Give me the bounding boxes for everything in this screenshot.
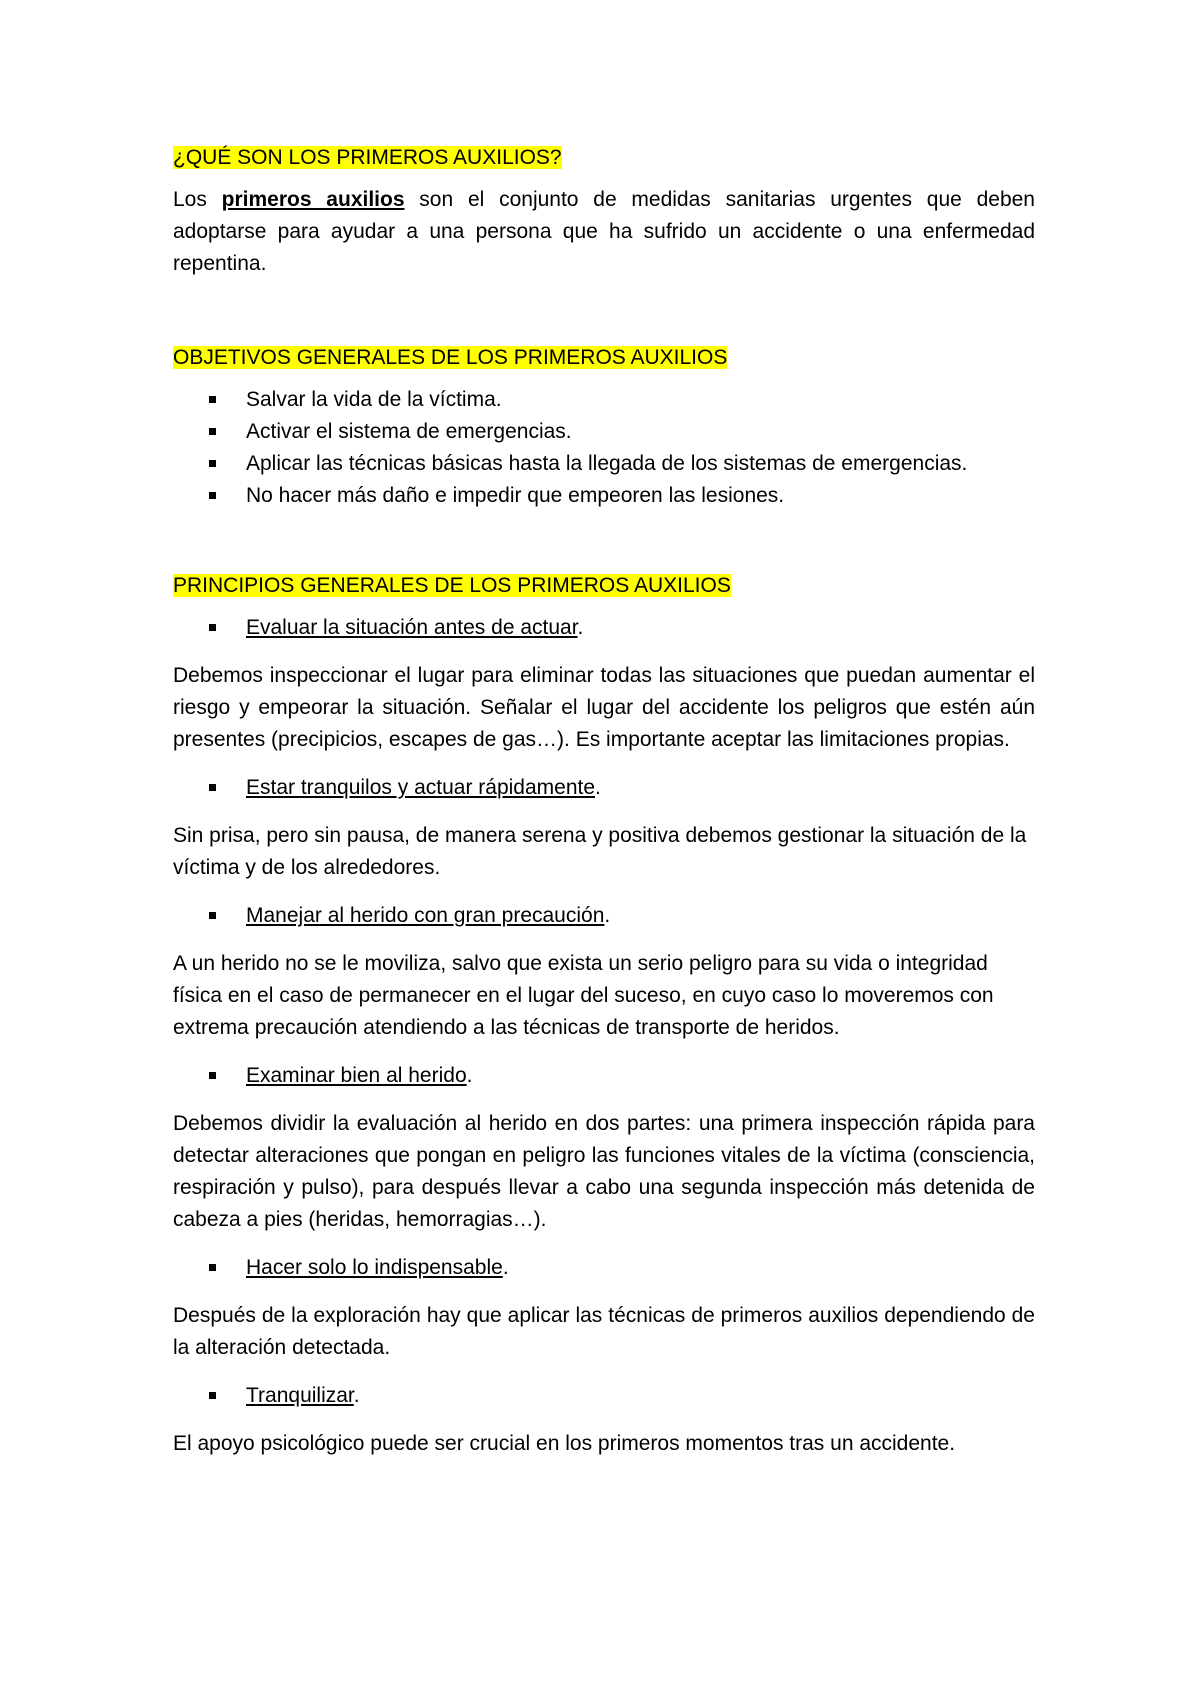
list-item: Salvar la vida de la víctima. [173,384,1035,416]
square-bullet-icon [209,912,216,919]
square-bullet-icon [209,1072,216,1079]
objectives-list [173,384,1035,512]
list-item: Aplicar las técnicas básicas hasta la llegada de los sistemas de emergencias. [173,448,1035,480]
principle-item: Evaluar la situación antes de actuar. [173,612,1035,644]
principle-text: Debemos dividir la evaluación al herido en dos partes: una primera inspección rápida para detectar alteraciones que pongan en peligro las funciones vitales de la víctima (consciencia, respiración y pulso), para después llevar a cabo una segunda inspección más detenida de cabeza a pies (heridas, hemorragias…). [173,1112,1035,1231]
document-page [173,142,1035,1476]
square-bullet-icon [209,460,216,467]
list-item: Activar el sistema de emergencias. [173,416,1035,448]
principle-text: El apoyo psicológico puede ser crucial en los primeros momentos tras un accidente. [173,1432,956,1455]
list-item: No hacer más daño e impedir que empeoren las lesiones. [173,480,1035,512]
square-bullet-icon [209,428,216,435]
principle-item: Examinar bien al herido. [173,1060,1035,1092]
intro-paragraph: Los primeros auxilios son el conjunto de medidas sanitarias urgentes que deben adoptarse para ayudar a una persona que ha sufrido un accidente o una enfermedad repentina. [173,188,1035,275]
square-bullet-icon [209,784,216,791]
heading-que-son: ¿QUÉ SON LOS PRIMEROS AUXILIOS? [173,146,562,169]
heading-principios: PRINCIPIOS GENERALES DE LOS PRIMEROS AUXILIOS [173,574,731,597]
square-bullet-icon [209,492,216,499]
square-bullet-icon [209,624,216,631]
principle-text: Debemos inspeccionar el lugar para eliminar todas las situaciones que puedan aumentar el riesgo y empeorar la situación. Señalar el lugar del accidente los peligros que estén aún presentes (precipicios, escapes de gas…). Es importante aceptar las limitaciones propias. [173,664,1035,751]
principle-item: Tranquilizar. [173,1380,1035,1412]
square-bullet-icon [209,396,216,403]
square-bullet-icon [209,1392,216,1399]
principle-text: Después de la exploración hay que aplicar las técnicas de primeros auxilios dependiendo de la alteración detectada. [173,1304,1035,1359]
square-bullet-icon [209,1264,216,1271]
principle-item: Estar tranquilos y actuar rápidamente. [173,772,1035,804]
principle-item: Hacer solo lo indispensable. [173,1252,1035,1284]
principle-text: A un herido no se le moviliza, salvo que exista un serio peligro para su vida o integridad física en el caso de permanecer en el lugar del suceso, en cuyo caso lo moveremos con extrema precaución atendiendo a las técnicas de transporte de heridos. [173,952,994,1039]
term-primeros-auxilios: primeros auxilios [221,188,405,211]
principle-text: Sin prisa, pero sin pausa, de manera serena y positiva debemos gestionar la situación de la víctima y de los alrededores. [173,824,1027,879]
principle-item: Manejar al herido con gran precaución. [173,900,1035,932]
heading-objetivos: OBJETIVOS GENERALES DE LOS PRIMEROS AUXILIOS [173,346,728,369]
